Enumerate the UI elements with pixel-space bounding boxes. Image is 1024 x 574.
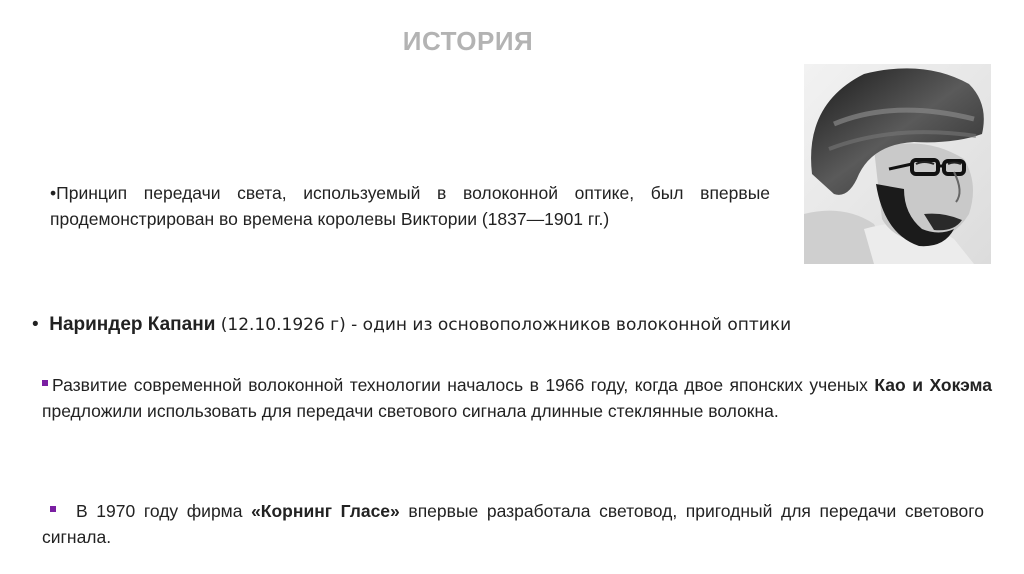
portrait-photo [804, 64, 991, 264]
text-before: В 1970 году фирма [76, 501, 252, 521]
portrait-icon [804, 64, 991, 264]
bullet-square-icon [42, 380, 48, 386]
paragraph-kapany [32, 312, 932, 338]
text-bold: «Корнинг Гласе» [251, 501, 400, 521]
bullet: • [32, 314, 39, 335]
text-bold: Као и Хокэма [874, 375, 992, 395]
text-after: предложили использовать для передачи светового сигнала длинные стеклянные волокна. [42, 401, 779, 421]
paragraph-1966 [42, 372, 992, 424]
slide-title: ИСТОРИЯ [402, 26, 534, 56]
person-name: Нариндер Капани [49, 314, 216, 335]
text-after: впервые разработала световод, пригодный для передачи светового сигнала. [42, 501, 984, 547]
paragraph-1970 [42, 498, 984, 550]
text-before: Развитие современной волоконной технологии началось в 1966 году, когда двое японских ученых [52, 375, 875, 395]
paragraph-history-intro: •Принцип передачи света, используемый в волоконной оптике, был впервые продемонстрирован во времена королевы Виктории (1837—1901 гг.) [50, 183, 770, 229]
bullet-square-icon [50, 506, 56, 512]
kapany-description: (12.10.1926 г) - один из основоположников волоконной оптики [215, 315, 792, 335]
